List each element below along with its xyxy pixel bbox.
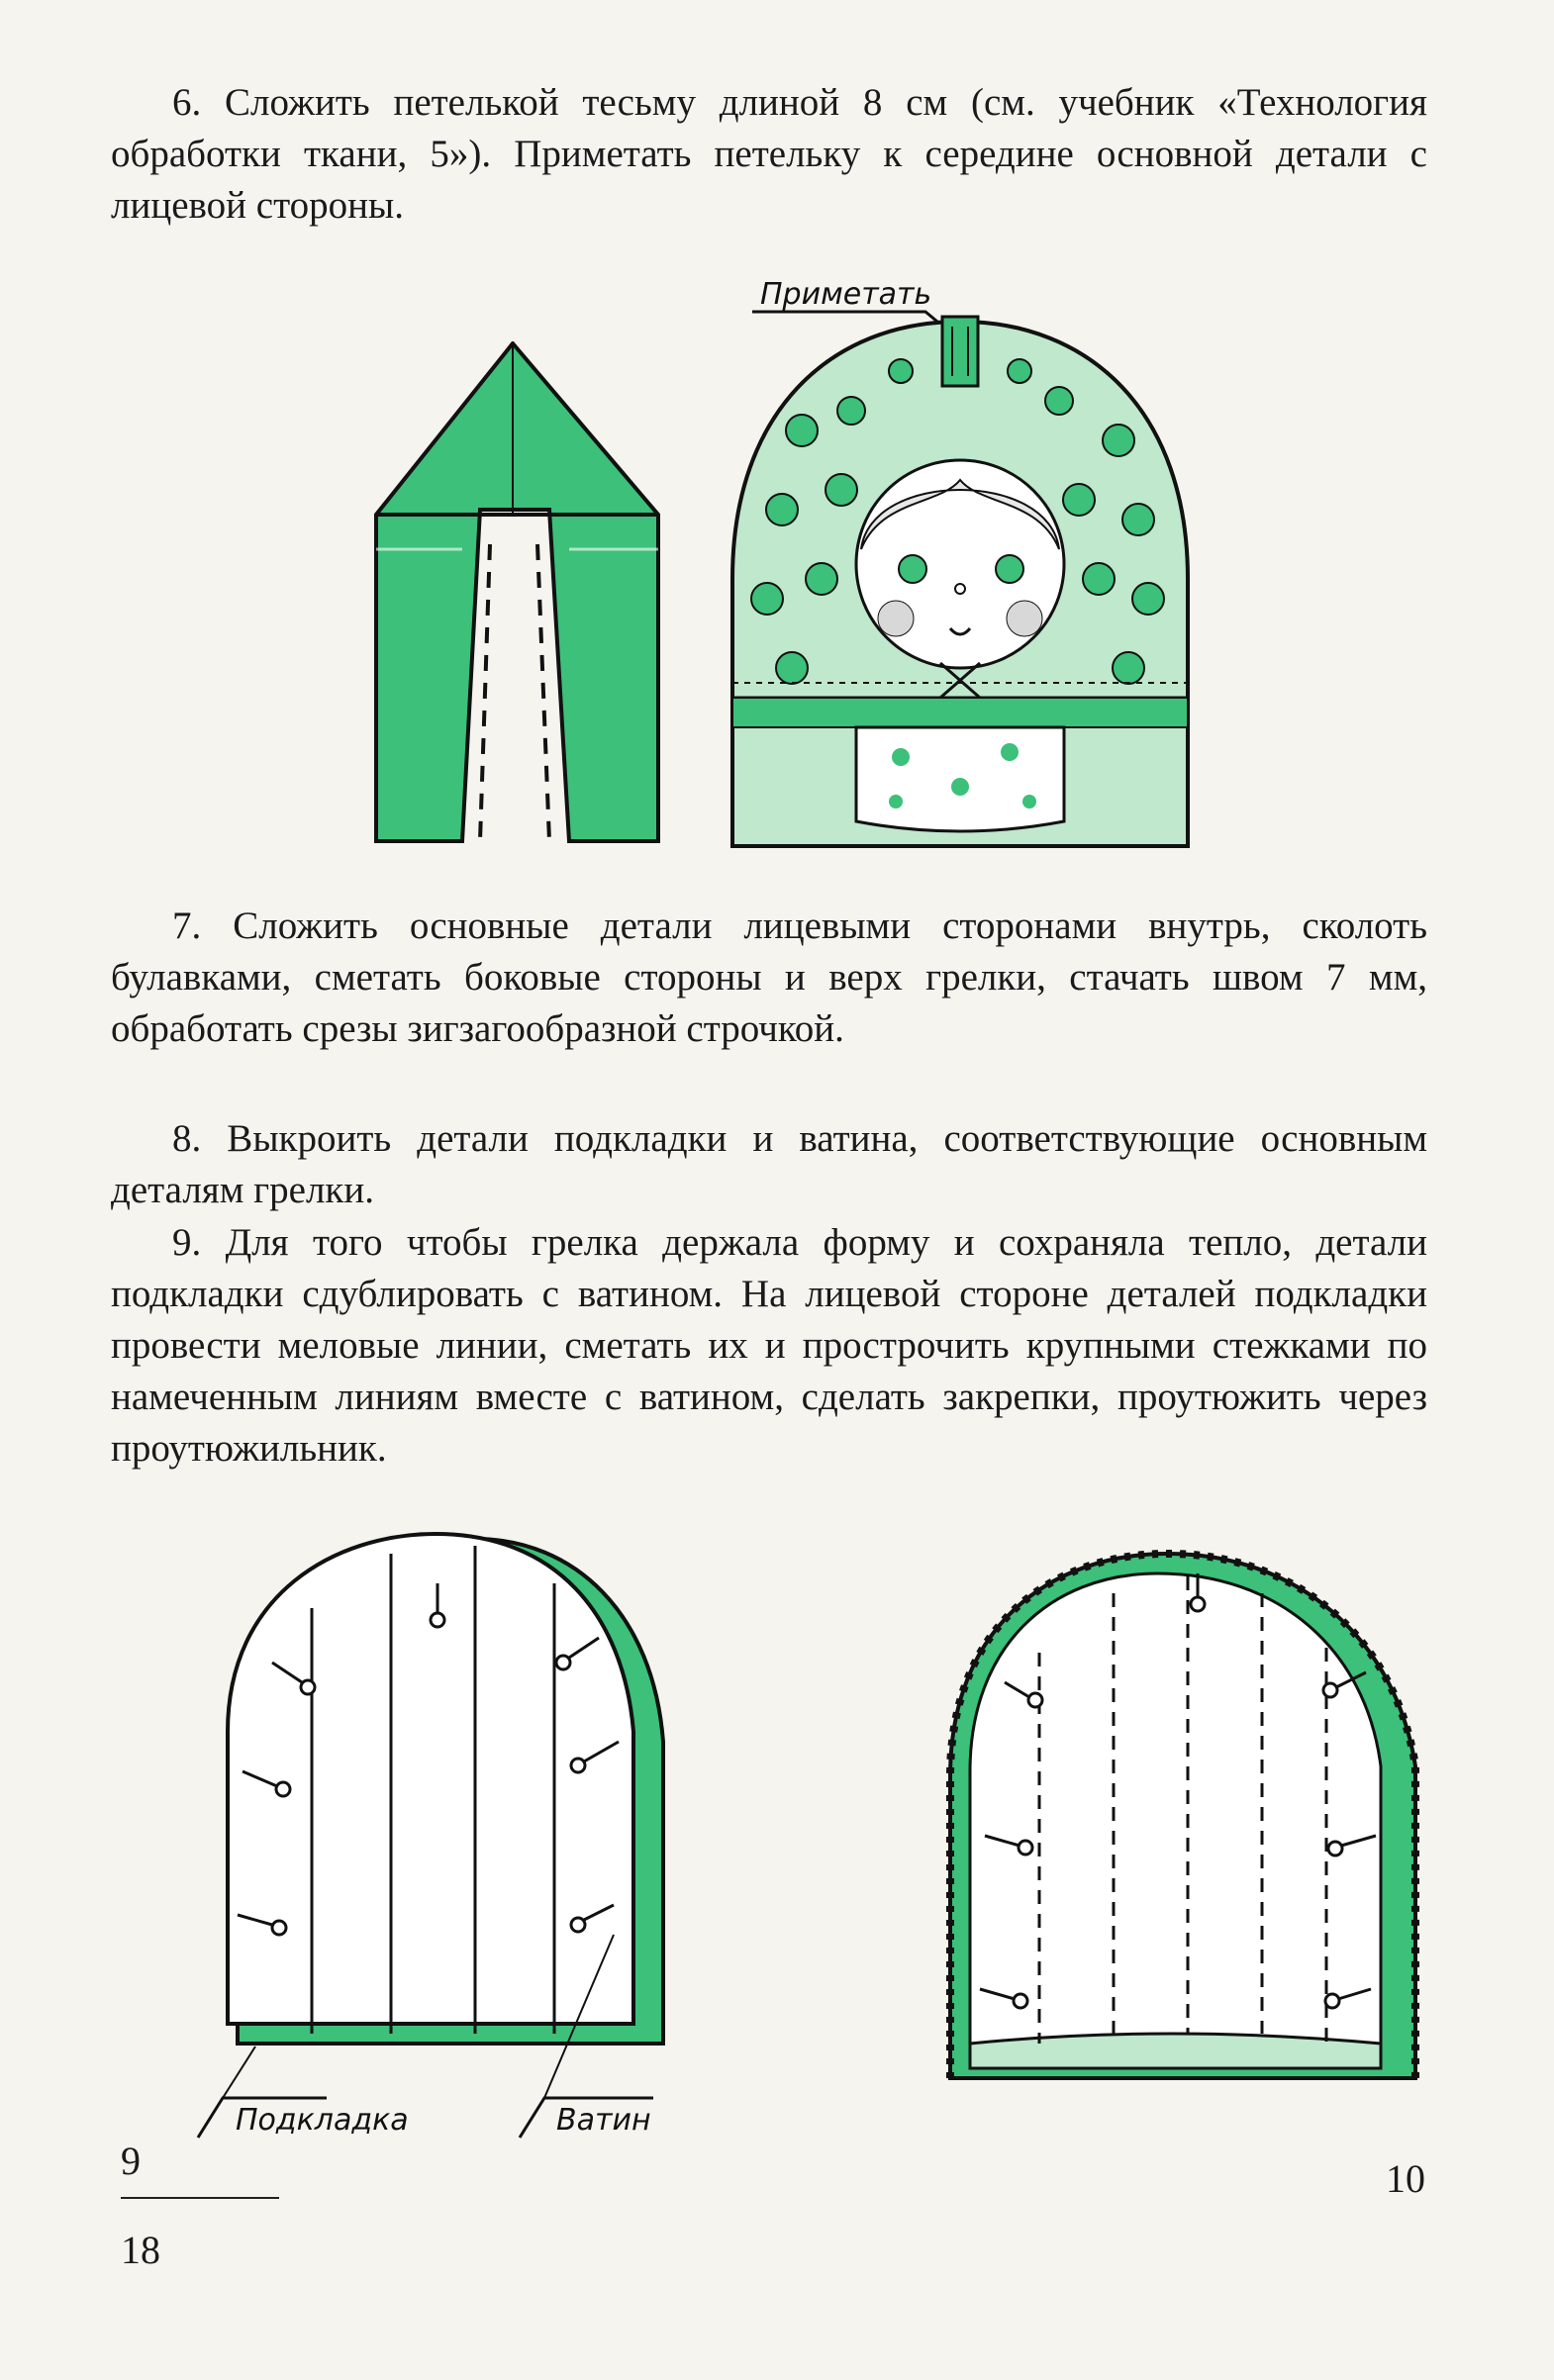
folded-loop-figure: [371, 341, 663, 846]
lining-label: Подкладка: [236, 2103, 409, 2138]
loop-label: Приметать: [760, 282, 932, 312]
page-number-right: 10: [1386, 2156, 1425, 2201]
matryoshka-front-figure: [723, 282, 1198, 851]
batting-label: Ватин: [556, 2103, 651, 2138]
footnote-rule: [121, 2197, 279, 2199]
page-number-left: 9: [121, 2139, 141, 2183]
instruction-step-6: 6. Сложить петелькой тесьму длиной 8 см (см. учебник «Технология обработки ткани, 5»). Приметать петельку к середине основной детали с лицевой стороны.: [111, 81, 1427, 227]
instruction-step-8: 8. Выкроить детали подкладки и ватина, соответствующие основным деталям грелки.: [111, 1117, 1427, 1211]
lining-batting-figure: [178, 1524, 732, 2157]
page-number-bottom: 18: [121, 2228, 160, 2272]
zigzag-seam-figure: [930, 1539, 1425, 2093]
instruction-step-7: 7. Сложить основные детали лицевыми сторонами внутрь, сколоть булавками, сметать боковые стороны и верх грелки, стачать швом 7 мм, обработать срезы зигзагообразной строчкой.: [111, 904, 1427, 1050]
instruction-step-9: 9. Для того чтобы грелка держала форму и сохраняла тепло, детали подкладки сдублировать с ватином. На лицевой стороне деталей подкладки провести меловые линии, сметать их и прострочить крупными стежками по намеченным линиям вместе с ватином, сделать закрепки, проутюжить через проутюжильник.: [111, 1221, 1427, 1470]
